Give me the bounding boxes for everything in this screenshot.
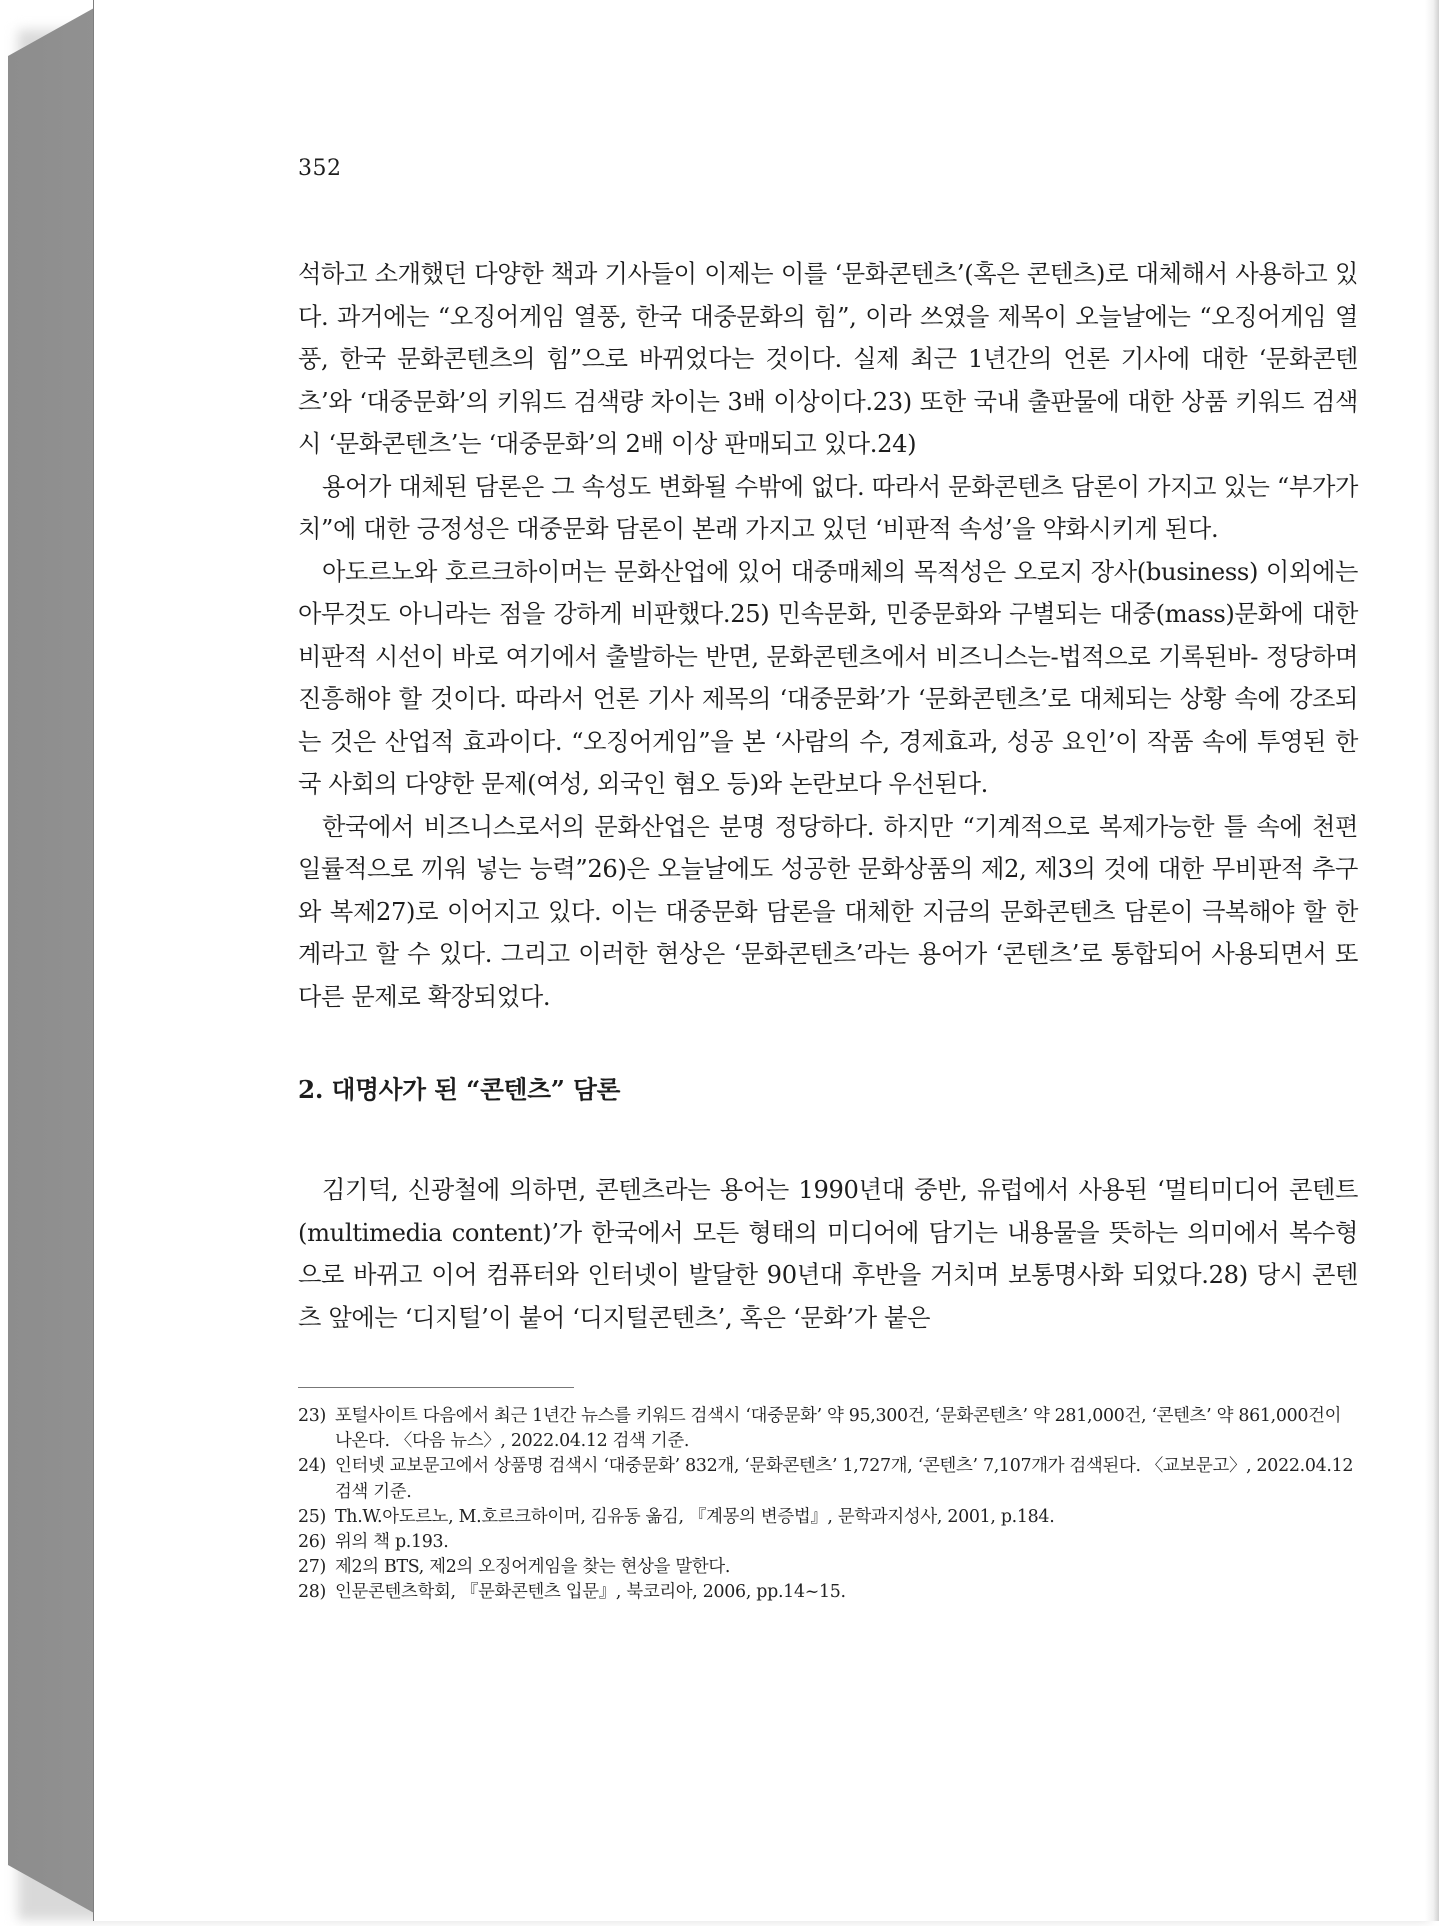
footnote-item: [298, 1404, 1358, 1454]
footnote-number: 24): [298, 1456, 327, 1477]
footnote-text: 제2의 BTS, 제2의 오징어게임을 찾는 현상을 말한다.: [335, 1557, 731, 1578]
footnotes: [298, 1404, 1358, 1606]
footnote-number: 26): [298, 1532, 327, 1553]
page-content: [298, 156, 1358, 1606]
section-heading: 2. 대명사가 된 “콘텐츠” 담론: [298, 1075, 621, 1104]
footnote-number: 23): [298, 1406, 327, 1426]
page-number: 352: [298, 156, 342, 181]
section-paragraph: 김기덕, 신광철에 의하면, 콘텐츠라는 용어는 1990년대 중반, 유럽에서 사용된 ‘멀티미디어 콘텐트(multimedia content)’가 한국에서 모든 형태의 미디어에 담기는 내용물을 뜻하는 의미에서 복수형으로 바뀌고 이어 컴퓨터와 인터넷이 발달한 90년대 후반을 거치며 보통명사화 되었다.28) 당시 콘텐츠 앞에는 ‘디지털’이 붙어 ‘디지털콘텐츠’, 혹은 ‘문화’가 붙은: [298, 1176, 1358, 1332]
footnote-item: [298, 1580, 1358, 1605]
body-paragraph: 한국에서 비즈니스로서의 문화산업은 분명 정당하다. 하지만 “기계적으로 복제가능한 틀 속에 천편일률적으로 끼워 넣는 능력”26)은 오늘날에도 성공한 문화상품의 제2, 제3의 것에 대한 무비판적 추구와 복제27)로 이어지고 있다. 이는 대중문화 담론을 대체한 지금의 문화콘텐츠 담론이 극복해야 할 한계라고 할 수 있다. 그리고 이러한 현상은 ‘문화콘텐츠’라는 용어가 ‘콘텐츠’로 통합되어 사용되면서 또 다른 문제로 확장되었다.: [298, 812, 1358, 1011]
body-paragraph: 석하고 소개했던 다양한 책과 기사들이 이제는 이를 ‘문화콘텐츠’(혹은 콘텐츠)로 대체해서 사용하고 있다. 과거에는 “오징어게임 열풍, 한국 대중문화의 힘”, 이라 쓰였을 제목이 오늘날에는 “오징어게임 열풍, 한국 문화콘텐츠의 힘”으로 바뀌었다는 것이다. 실제 최근 1년간의 언론 기사에 대한 ‘문화콘텐츠’와 ‘대중문화’의 키워드 검색량 차이는 3배 이상이다.23) 또한 국내 출판물에 대한 상품 키워드 검색 시 ‘문화콘텐츠’는 ‘대중문화’의 2배 이상 판매되고 있다.24): [298, 260, 1358, 458]
footnote-item: [298, 1530, 1358, 1555]
footnote-item: [298, 1555, 1358, 1580]
footnote-text: 포털사이트 다음에서 최근 1년간 뉴스를 키워드 검색시 ‘대중문화’ 약 95,300건, ‘문화콘텐츠’ 약 281,000건, ‘콘텐츠’ 약 861,000건이 나온다. 〈다음 뉴스〉, 2022.04.12 검색 기준.: [335, 1406, 1342, 1452]
footnote-item: [298, 1454, 1358, 1504]
page-edge: [1425, 0, 1439, 1921]
body-paragraph: 아도르노와 호르크하이머는 문화산업에 있어 대중매체의 목적성은 오로지 장사(business) 이외에는 아무것도 아니라는 점을 강하게 비판했다.25) 민속문화, 민중문화와 구별되는 대중(mass)문화에 대한 비판적 시선이 바로 여기에서 출발하는 반면, 문화콘텐츠에서 비즈니스는-법적으로 기록된바- 정당하며 진흥해야 할 것이다. 따라서 언론 기사 제목의 ‘대중문화’가 ‘문화콘텐츠’로 대체되는 상황 속에 강조되는 것은 산업적 효과이다. “오징어게임”을 본 ‘사람의 수, 경제효과, 성공 요인’이 작품 속에 투영된 한국 사회의 다양한 문제(여성, 외국인 혐오 등)와 논란보다 우선된다.: [298, 557, 1358, 798]
body-paragraph: 용어가 대체된 담론은 그 속성도 변화될 수밖에 없다. 따라서 문화콘텐츠 담론이 가지고 있는 “부가가치”에 대한 긍정성은 대중문화 담론이 본래 가지고 있던 ‘비판적 속성’을 약화시키게 된다.: [298, 472, 1358, 543]
footnote-text: Th.W.아도르노, M.호르크하이머, 김유동 옮김, 『계몽의 변증법』, 문학과지성사, 2001, p.184.: [335, 1506, 1055, 1527]
book-page: [94, 0, 1439, 1921]
footnote-item: [298, 1505, 1358, 1530]
footnote-text: 인문콘텐츠학회, 『문화콘텐츠 입문』, 북코리아, 2006, pp.14~15.: [335, 1582, 846, 1603]
footnote-text: 위의 책 p.193.: [335, 1532, 449, 1553]
footnote-text: 인터넷 교보문고에서 상품명 검색시 ‘대중문화’ 832개, ‘문화콘텐츠’ 1,727개, ‘콘텐츠’ 7,107개가 검색된다. 〈교보문고〉, 2022.04.12 검색 기준.: [335, 1456, 1354, 1502]
footnote-number: 28): [298, 1582, 327, 1603]
footnote-divider: [298, 1387, 574, 1388]
footnote-number: 25): [298, 1506, 327, 1527]
footnote-number: 27): [298, 1557, 327, 1578]
